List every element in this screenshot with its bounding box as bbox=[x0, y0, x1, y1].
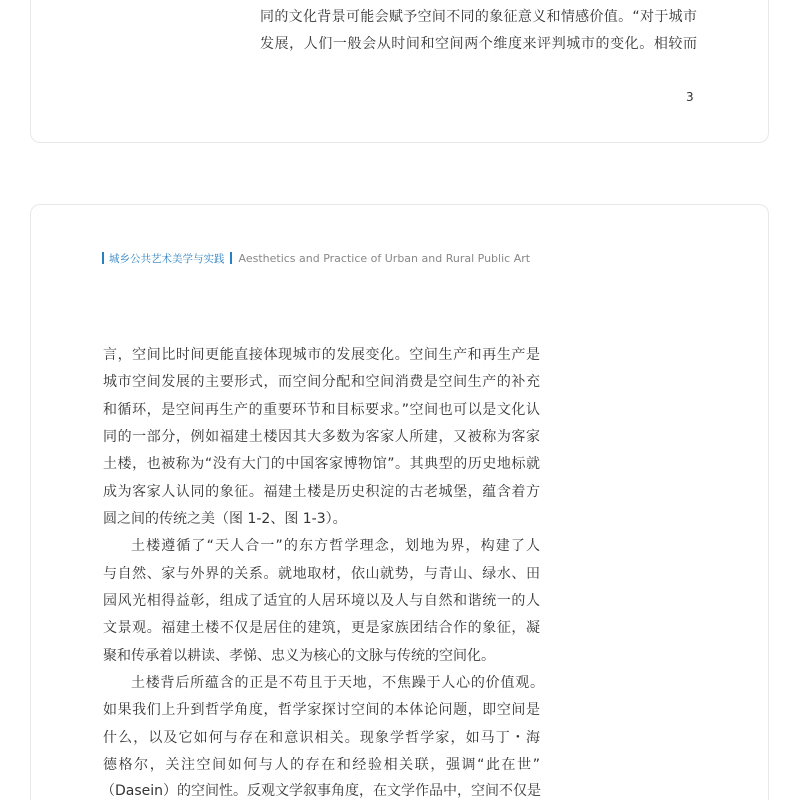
body-text-line: （Dasein）的空间性。反观文学叙事角度，在文学作品中，空间不仅是 bbox=[101, 783, 542, 799]
body-text-line: 园风光相得益彰，组成了适宜的人居环境以及人与自然和谐统一的人 bbox=[103, 593, 540, 609]
body-text-line: 德格尔，关注空间如何与人的存在和经验相关联，强调“此在世” bbox=[103, 757, 540, 773]
running-header bbox=[102, 250, 530, 266]
body-text-line: 同的一部分，例如福建土楼因其大多数为客家人所建，又被称为客家 bbox=[103, 429, 540, 445]
body-text-line: 和循环，是空间再生产的重要环节和目标要求。”空间也可以是文化认 bbox=[103, 402, 540, 418]
book-title-chinese: 城乡公共艺术美学与实践 bbox=[109, 252, 225, 265]
body-text-line: 城市空间发展的主要形式，而空间分配和空间消费是空间生产的补充 bbox=[103, 374, 540, 390]
body-text-line: 同的文化背景可能会赋予空间不同的象征意义和情感价值。“对于城市 bbox=[260, 9, 697, 25]
body-text-line: 如果我们上升到哲学角度，哲学家探讨空间的本体论问题，即空间是 bbox=[103, 702, 540, 718]
body-text-line: 土楼，也被称为“没有大门的中国客家博物馆”。其典型的历史地标就 bbox=[103, 456, 540, 472]
body-text-line: 文景观。福建土楼不仅是居住的建筑，更是家族团结合作的象征，凝 bbox=[103, 620, 540, 636]
header-divider-left bbox=[102, 252, 104, 264]
body-text-line: 发展，人们一般会从时间和空间两个维度来评判城市的变化。相较而 bbox=[260, 36, 697, 52]
body-text-line: 土楼遵循了“天人合一”的东方哲学理念，划地为界，构建了人 bbox=[131, 538, 540, 554]
body-text-line: 土楼背后所蕴含的正是不苟且于天地，不焦躁于人心的价值观。 bbox=[131, 675, 544, 691]
book-title-english: Aesthetics and Practice of Urban and Rural Public Art bbox=[238, 251, 531, 265]
body-text-line: 与自然、家与外界的关系。就地取材，依山就势，与青山、绿水、田 bbox=[103, 566, 540, 582]
page-number: 3 bbox=[686, 90, 694, 104]
header-divider-right bbox=[230, 252, 232, 264]
body-text-line: 圆之间的传统之美（图 1-2、图 1-3）。 bbox=[103, 511, 347, 527]
body-text-line: 什么，以及它如何与存在和意识相关。现象学哲学家，如马丁・海 bbox=[103, 730, 540, 746]
body-text-line: 成为客家人认同的象征。福建土楼是历史积淀的古老城堡，蕴含着方 bbox=[103, 484, 540, 500]
body-text-line: 聚和传承着以耕读、孝悌、忠义为核心的文脉与传统的空间化。 bbox=[103, 648, 495, 664]
body-text-line: 言，空间比时间更能直接体现城市的发展变化。空间生产和再生产是 bbox=[103, 347, 540, 363]
